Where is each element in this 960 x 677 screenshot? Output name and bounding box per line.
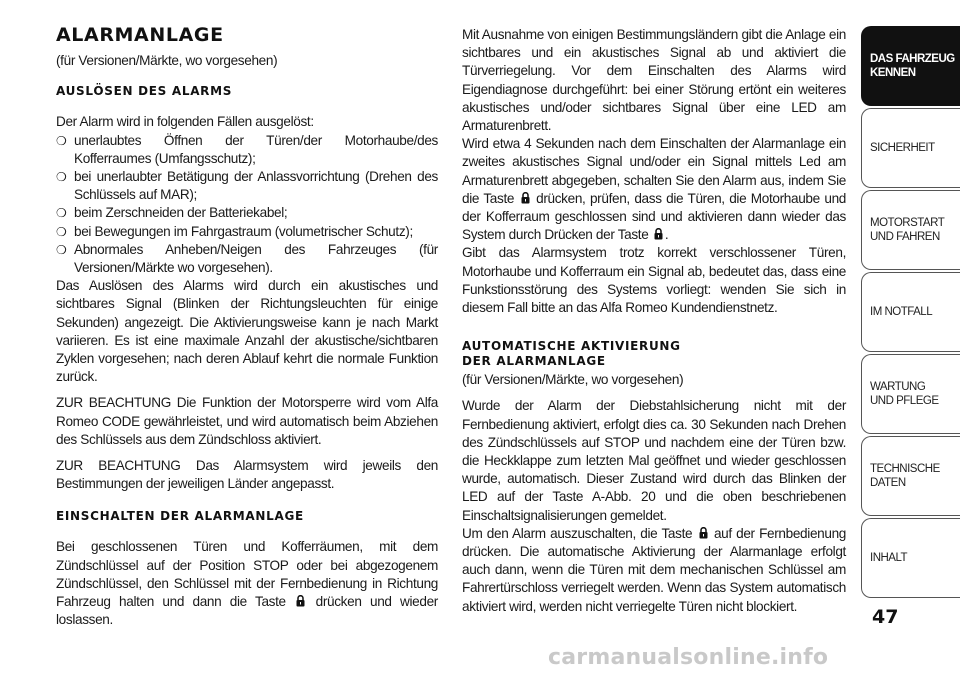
lock-key-icon bbox=[296, 595, 305, 607]
tab-technische-daten[interactable]: TECHNISCHE DATEN bbox=[861, 436, 960, 516]
left-column bbox=[56, 26, 438, 629]
page-title: ALARMANLAGE bbox=[56, 24, 224, 46]
paragraph-auto-aktivierung: Wurde der Alarm der Diebstahlsicherung nicht mit der Fernbedienung aktiviert, erfolgt dies ca. 30 Sekunden nach Drehen des Zündschlüssels auf STOP und nachdem eine der Türen bzw. die Heckklappe zum letzten Mal geöffnet und wieder geschlossen wurde, automatisch. Dieser Zustand wird durch das Blinken der LED auf der Taste A-Abb. 20 und die oben beschriebenen Einschaltsignalisierungen gemeldet. bbox=[462, 398, 846, 523]
chapter-tabs bbox=[861, 26, 960, 600]
circle-bullet-icon: ❍ bbox=[56, 206, 67, 221]
list-item: ❍ Abnormales Anheben/Neigen des Fahrzeuges (für Versionen/Märkte wo vorgesehen). bbox=[56, 241, 438, 276]
section-heading-ausloesen: AUSLÖSEN DES ALARMS bbox=[56, 84, 233, 99]
lock-key-icon bbox=[699, 527, 708, 539]
note-bestimmungen: ZUR BEACHTUNG Das Alarmsystem wird jeweils den Bestimmungen der jeweiligen Länder angepasst. bbox=[56, 458, 438, 492]
list-item: ❍ beim Zerschneiden der Batteriekabel; bbox=[56, 204, 438, 222]
page-number: 47 bbox=[872, 606, 899, 628]
section-heading-einschalten: EINSCHALTEN DER ALARMANLAGE bbox=[56, 509, 304, 524]
circle-bullet-icon: ❍ bbox=[56, 170, 67, 185]
circle-bullet-icon: ❍ bbox=[56, 133, 67, 148]
trigger-list bbox=[56, 132, 438, 278]
tab-sicherheit[interactable]: SICHERHEIT bbox=[861, 108, 960, 188]
circle-bullet-icon: ❍ bbox=[56, 242, 67, 257]
tab-motorstart-und-fahren[interactable]: MOTORSTART UND FAHREN bbox=[861, 190, 960, 270]
list-item: ❍ unerlaubtes Öffnen der Türen/der Motorhaube/des Kofferraumes (Umfangsschutz); bbox=[56, 132, 438, 166]
tab-im-notfall[interactable]: IM NOTFALL bbox=[861, 272, 960, 352]
tab-das-fahrzeug-kennen[interactable]: DAS FAHRZEUG KENNEN bbox=[861, 26, 960, 106]
paragraph-einschalten: Bei geschlossenen Türen und Kofferräumen, mit dem Zündschlüssel auf der Position STOP oder bei abgezogenem Zündschlüssel, den Schlüssel mit der Fernbedienung in Richtung Fahrzeug halten und dann die Taste drücken und wieder loslassen. bbox=[56, 539, 438, 628]
paragraph-second-signal: Wird etwa 4 Sekunden nach dem Einschalten der Alarmanlage ein zweites akustisches Signal und/oder ein Signal mittels Led am Armaturenbrett abgegeben, schalten Sie den Alarm aus, indem Sie die Taste drücken, prüfen, dass die Türen, die Motorhaube und der Kofferraum geschlossen sind und aktivieren dann wieder das System durch Drücken der Taste . bbox=[462, 136, 846, 243]
paragraph-signal: Mit Ausnahme von einigen Bestimmungsländern gibt die Anlage ein sichtbares und ein akustisches Signal ab und aktiviert die Türverriegelung. Vor dem Einschalten des Alarms wird Eigendiagnose durchgeführt: bei einer Störung ertönt ein weiteres akustisches und/oder sichtbares Signal über eine LED am Armaturenbrett. bbox=[462, 27, 846, 134]
note-motorsperre: ZUR BEACHTUNG Die Funktion der Motorsperre wird vom Alfa Romeo CODE gewährleistet, und wird automatisch beim Abziehen des Schlüssels aus dem Zündschloss aktiviert. bbox=[56, 395, 438, 447]
tab-inhalt[interactable]: INHALT bbox=[861, 518, 960, 598]
paragraph-alarm-signal: Das Auslösen des Alarms wird durch ein akustisches und sichtbares Signal (Blinken der Richtungsleuchten für einige Sekunden) angezeigt. Die Aktivierungsweise kann je nach Markt variieren. Es ist eine maximale Anzahl der akustische/sichtbaren Zyklen vorgesehen; nach deren Ablauf kehrt die normale Funktion zurück. bbox=[56, 278, 438, 385]
right-column bbox=[462, 26, 846, 616]
lock-key-icon bbox=[654, 228, 663, 240]
section-subtitle: (für Versionen/Märkte, wo vorgesehen) bbox=[462, 372, 684, 388]
list-item: ❍ bei Bewegungen im Fahrgastraum (volumetrischer Schutz); bbox=[56, 223, 438, 241]
section-intro: Der Alarm wird in folgenden Fällen ausgelöst: bbox=[56, 114, 314, 130]
section-heading-automatische: AUTOMATISCHE AKTIVIERUNG DER ALARMANLAGE bbox=[462, 339, 681, 369]
paragraph-stoerung: Gibt das Alarmsystem trotz korrekt verschlossener Türen, Motorhaube und Kofferraum ein Signal ab, bedeutet das, dass eine Funkstionsstörung des Systems vorliegt: wenden Sie sich in diesem Fall bitte an das Alfa Romeo Kundendienstnetz. bbox=[462, 245, 846, 316]
list-item: ❍ bei unerlaubter Betätigung der Anlassvorrichtung (Drehen des Schlüssels auf MAR); bbox=[56, 169, 438, 203]
page-subtitle: (für Versionen/Märkte, wo vorgesehen) bbox=[56, 53, 278, 69]
circle-bullet-icon: ❍ bbox=[56, 224, 67, 239]
paragraph-ausschalten: Um den Alarm auszuschalten, die Taste auf der Fernbedienung drücken. Die automatische Aktivierung der Alarmanlage erfolgt auch dann, wenn die Türen mit dem mechanischen Schlüssel am Fahrertürschloss verriegelt werden. Wenn das System automatisch aktiviert wird, werden nicht verriegelte Türen nicht blockiert. bbox=[462, 525, 846, 614]
lock-key-icon bbox=[521, 192, 530, 204]
tab-wartung-und-pflege[interactable]: WARTUNG UND PFLEGE bbox=[861, 354, 960, 434]
watermark: carmanualsonline.info bbox=[548, 645, 829, 670]
